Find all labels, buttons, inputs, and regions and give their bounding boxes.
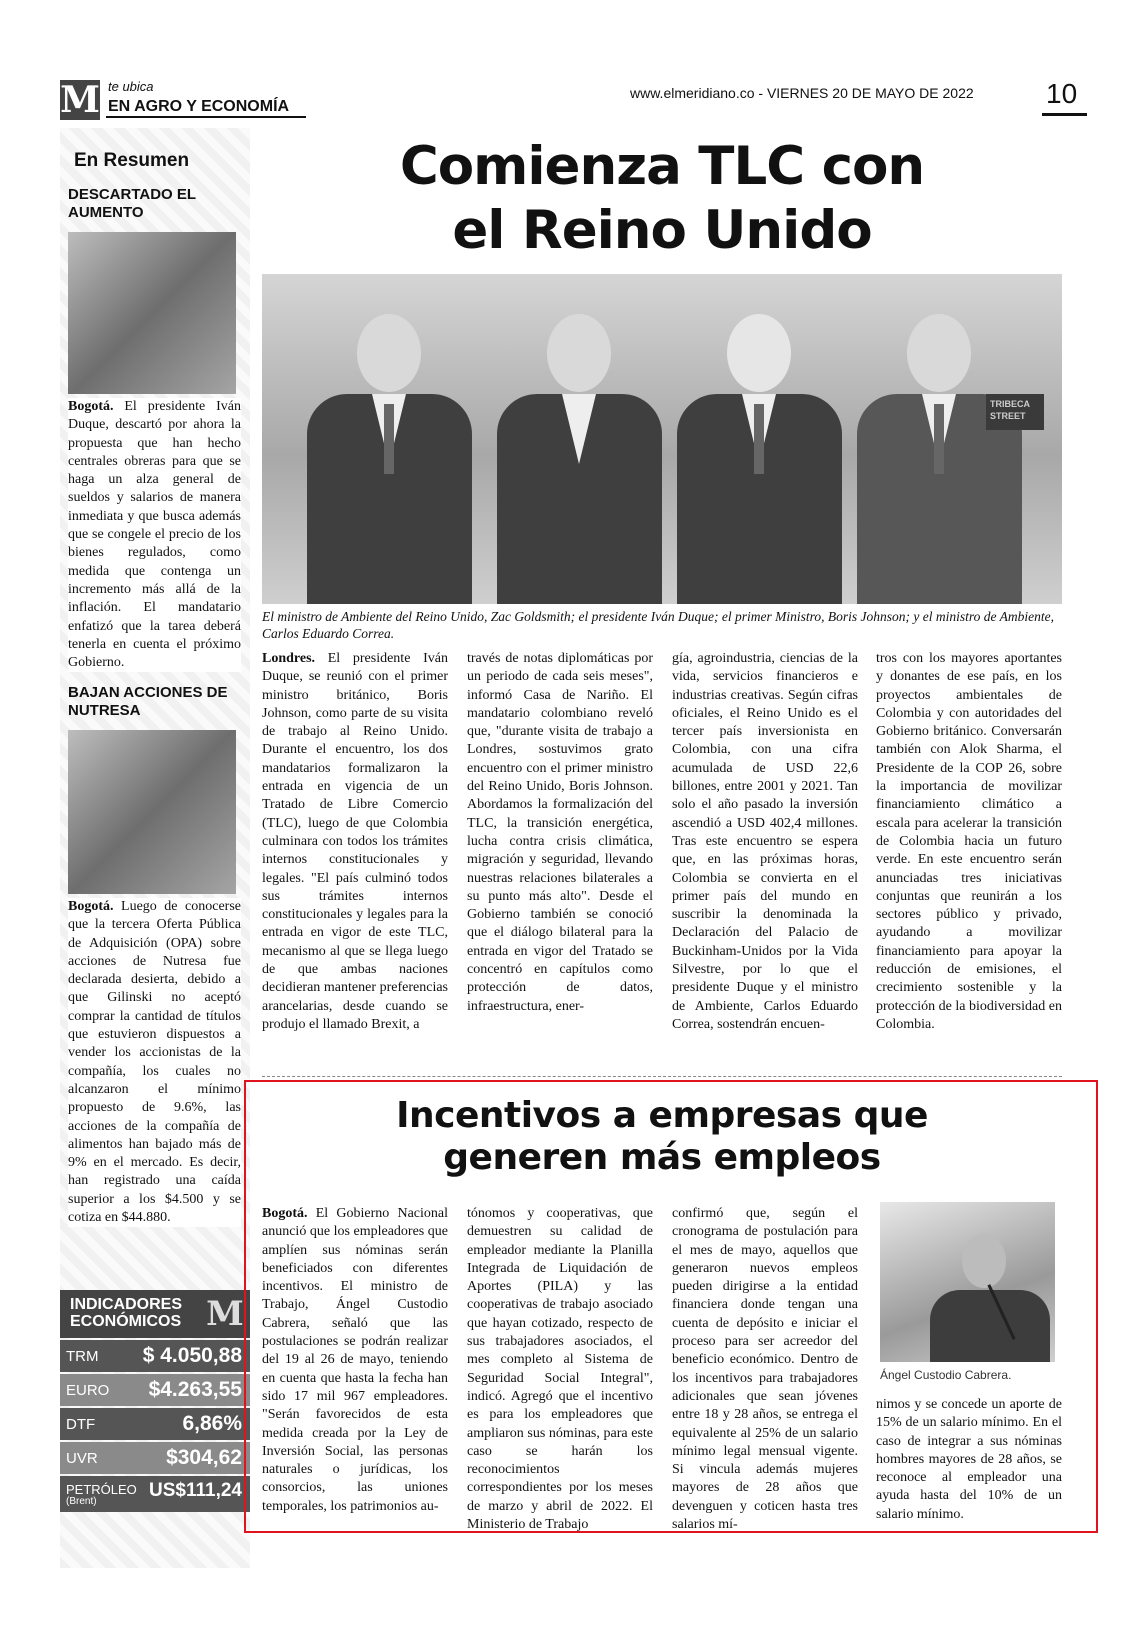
article1-col3: gía, agroindustria, ciencias de la vida, servicios financieros e industrias creativas. Según cifras oficiales, el Reino Unido es el tercer país inversionista en Colombia, con una cifra acumulada de USD 22,6 billones, entre 2001 y 2021. Tan solo el año pasado la inversión ascendió a USD 402,4 millones. Tras este encuentro se espera que, en las próximas horas, Colombia se convierta en el primer país del mundo en suscribir la denominada la Declaración del Palacio de Buckinham-Unidos por la Vida Silvestre, por lo que el presidente Duque y el ministro de Ambiente, Carlos Eduardo Correa, sostendrán encuen- (672, 651, 858, 1032)
article2-headline-line1: Incentivos a empresas que (396, 1095, 928, 1136)
indicator-euro (60, 1374, 250, 1406)
indicators-logo: M (206, 1294, 244, 1334)
article1-col1 (262, 650, 448, 1034)
page-number: 10 (1046, 78, 1078, 109)
indicators-title: INDICADORES ECONÓMICOS (70, 1296, 183, 1330)
brief2-dateline: Bogotá. (68, 899, 114, 914)
indicator-sublabel: (Brent) (66, 1496, 97, 1507)
brief1-dateline: Bogotá. (68, 399, 114, 414)
article1-col2: través de notas diplomáticas por un periodo de cada seis meses", informó Casa de Nariño. El mandatario colombiano reveló que, "durante visita de trabajo a Londres, sostuvimos grato encuentro con el primer ministro del Reino Unido, Boris Johnson. Abordamos la formalización del TLC, la transición energética, lucha contra crisis climática, migración y seguridad, llevando nuestras relaciones bilaterales a su punto más alto". Desde el Gobierno también se conoció que el diálogo bilateral para la entrada en vigor del Tratado se concentró en capítulos como protección de datos, infraestructura, ener- (467, 651, 653, 1014)
article1-col1-text: El presidente Iván Duque, se reunió con el primer ministro británico, Boris Johnson, como parte de su visita de trabajo al Reino Unido. Durante el encuentro, los dos mandatarios formalizaron la entrada en vigencia de un Tratado de Libre Comercio (TLC), luego de que Colombia culminara con todos los trámites internos constitucionales y legales. "El país culminó todos sus trámites internos constitucionales y legales para la entrada en vigor de este TLC, mecanismo al que se llega luego de que ambas naciones decidieran mantener preferencias arancelarias, desde cuando se produjo el llamado Brexit, a (262, 651, 448, 1032)
indicator-petroleo (60, 1476, 250, 1512)
indicator-label: EURO (66, 1382, 110, 1399)
article1-caption: El ministro de Ambiente del Reino Unido, Zac Goldsmith; el presidente Iván Duque; el primer Ministro, Boris Johnson; y el ministro de Ambiente, Carlos Eduardo Correa. (262, 609, 1055, 641)
indicator-label: PETRÓLEO (66, 1482, 137, 1497)
street-sign (986, 394, 1044, 430)
article1-col4: tros con los mayores aportantes y donantes de ese país, en los proyectos ambientales de Colombia y con autoridades del Gobierno británico. Conversarán también con Alok Sharma, el Presidente de la COP 26, sobre la importancia de movilizar financiamiento climático a escala para acelerar la transición de Colombia hacia un futuro verde. En este encuentro serán anunciadas tres iniciativas conjuntas que reunirán a los sectores público y privado, ayudando a movilizar financiamiento para apoyar la reducción de emisiones, el crecimiento sostenible y la protección de la biodiversidad en Colombia. (876, 651, 1062, 1032)
article1-headline (262, 135, 1062, 263)
indicator-dtf (60, 1408, 250, 1440)
article1-dateline: Londres. (262, 651, 316, 666)
article-divider (262, 1076, 1062, 1077)
indicator-value: US$111,24 (149, 1480, 242, 1501)
dateline: www.elmeridiano.co - VIERNES 20 DE MAYO DE 2022 (630, 85, 974, 101)
article2-photo (880, 1202, 1055, 1362)
indicators-header (60, 1290, 250, 1338)
article2-dateline: Bogotá. (262, 1206, 308, 1221)
indicator-label: TRM (66, 1348, 99, 1365)
article2-photo-caption: Ángel Custodio Cabrera. (880, 1368, 1012, 1382)
street-sign-text: TRIBECA STREET (990, 399, 1030, 421)
article2-headline-line2: generen más empleos (443, 1137, 881, 1178)
brief2-text (68, 898, 241, 1227)
brief2-body: Luego de conocerse que la tercera Oferta Pública de Adquisición (OPA) sobre acciones de Nutresa fue declarada desierta, debido a que Gilinski no aceptó comprar la cantidad de títulos que estuvieron dispuestos a vender los accionistas de la compañía, los cuales no alcanzaron el mínimo propuesto de 9.6%, las acciones de la compañía de alimentos han bajado más de 9% en el mercado. Es decir, han registrado una caída superior a los $4.500 y se cotiza en $44.880. (68, 899, 241, 1226)
indicator-label: DTF (66, 1416, 96, 1433)
sidebar-title: En Resumen (74, 150, 190, 171)
brief1-headline: DESCARTADO EL AUMENTO (68, 186, 196, 221)
article1-photo (262, 274, 1062, 604)
article2-col3: confirmó que, según el cronograma de postulación para el mes de mayo, aquellos que generaron nuevos empleos pueden dirigirse a la entidad financiera donde tengan una cuenta de depósito e iniciar el proceso para ser acreedor del beneficio económico. Dentro de los incentivos para trabajadores adicionales que sean jóvenes entre 18 y 28 años, se entrega el equivalente al 25% de un salario mínimo legal mensual vigente. Si vincula además mujeres mayores de 28 años que devenguen y coticen hasta tres salarios mí- (672, 1206, 858, 1533)
article1-headline-line1: Comienza TLC con (399, 136, 925, 197)
indicator-value: $ 4.050,88 (142, 1344, 242, 1367)
indicator-label: UVR (66, 1450, 98, 1467)
brief1-photo (68, 232, 236, 394)
indicator-trm (60, 1340, 250, 1372)
brief2-headline: BAJAN ACCIONES DE NUTRESA (68, 684, 228, 719)
indicator-value: $304,62 (166, 1446, 242, 1469)
brief2-photo (68, 730, 236, 894)
article2-col1 (262, 1205, 448, 1516)
brief1-text (68, 398, 241, 672)
brief1-body: El presidente Iván Duque, descartó por ahora la propuesta que han hecho centrales obreras para que se haga un alza general de sueldos y salarios de manera inmediata y que busca además que se congele el precio de los bienes regulados, como medida que contenga un incremento más allá de la inflación. El mandatario enfatizó que la tarea deberá tenerla en cuenta el próximo Gobierno. (68, 399, 241, 671)
article2-col2: tónomos y cooperativas, que demuestren su calidad de empleador mediante la Planilla Integrada de Liquidación de Aportes (PILA) y las cooperativas de trabajo asociado que hayan cotizado, respecto de sus trabajadores asociados, el mes completo al Sistema de Seguridad Social Integral", indicó. Agregó que el incentivo es para los empleadores que ampliaron sus nóminas, para este caso se harán los reconocimientos correspondientes por los meses de marzo y abril de 2022. El Ministerio de Trabajo (467, 1206, 653, 1533)
page-number-rule (1042, 113, 1087, 116)
indicator-value: $4.263,55 (148, 1378, 242, 1401)
newspaper-logo: M (60, 79, 100, 121)
article1-headline-line2: el Reino Unido (452, 200, 872, 261)
section-kicker: te ubica (108, 79, 154, 94)
section-rule (106, 116, 306, 118)
indicator-uvr (60, 1442, 250, 1474)
article2-col4: nimos y se concede un aporte de 15% de un salario mínimo. En el caso de integrar a sus nóminas hombres mayores de 28 años, se reconoce al empleador una ayuda hasta del 10% de un salario mínimo. (876, 1397, 1062, 1522)
article2-col1-text: El Gobierno Nacional anunció que los empleadores que amplíen sus nóminas serán beneficiados con diferentes incentivos. El ministro de Trabajo, Ángel Custodio Cabrera, señaló que las postulaciones se podrán realizar del 19 al 26 de mayo, teniendo en cuenta que hasta la fecha han sido 17 mil 967 empleadores. "Serán favorecidos de esta medida creada por la Ley de Inversión Social, las personas naturales o jurídicas, los consorcios, las uniones temporales, los patrimonios au- (262, 1206, 448, 1514)
section-name: EN AGRO Y ECONOMÍA (108, 98, 290, 115)
article2-headline (262, 1095, 1062, 1179)
indicator-value: 6,86% (182, 1412, 242, 1435)
